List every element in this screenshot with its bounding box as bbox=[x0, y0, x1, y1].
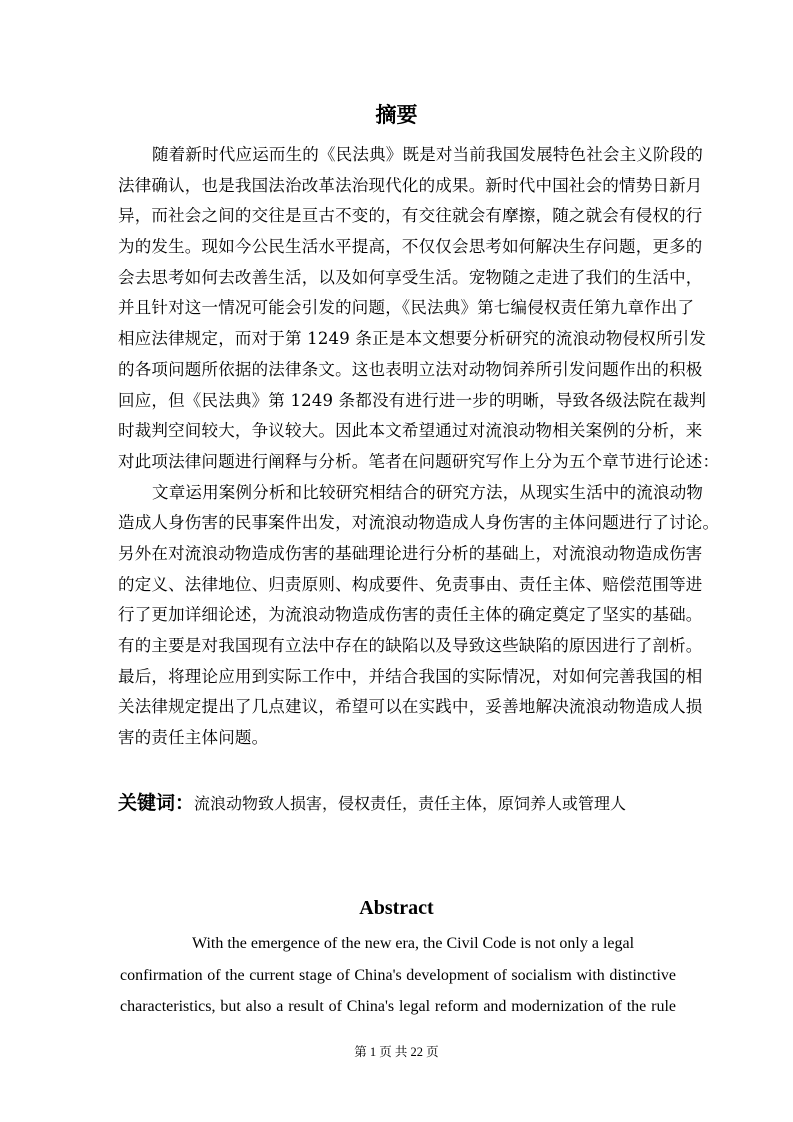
paragraph-line: 会去思考如何去改善生活，以及如何享受生活。宠物随之走进了我们的生活中， bbox=[118, 267, 703, 287]
abstract-title-en: Abstract bbox=[359, 897, 434, 919]
paragraph-line: 并且针对这一情况可能会引发的问题，《民法典》第七编侵权责任第九章作出了 bbox=[118, 298, 695, 318]
paragraph-line: 回应，但《民法典》第 1249 条都没有进行进一步的明晰，导致各级法院在裁判 bbox=[118, 390, 707, 410]
paragraph-line: 法律确认，也是我国法治改革法治现代化的成果。新时代中国社会的情势日新月 bbox=[118, 175, 703, 195]
keywords-row bbox=[118, 788, 698, 819]
paragraph-line: 害的责任主体问题。 bbox=[118, 728, 269, 748]
paragraph-line: 造成人身伤害的民事案件出发，对流浪动物造成人身伤害的主体问题进行了讨论。 bbox=[118, 513, 720, 533]
paragraph-line: 另外在对流浪动物造成伤害的基础理论进行分析的基础上，对流浪动物造成伤害 bbox=[118, 543, 703, 563]
paragraph-line: 的各项问题所依据的法律条文。这也表明立法对动物饲养所引发问题作出的积极 bbox=[118, 359, 703, 379]
page-footer: 第 1 页 共 22 页 bbox=[354, 1045, 439, 1059]
paragraph-line: 有的主要是对我国现有立法中存在的缺陷以及导致这些缺陷的原因进行了剖析。 bbox=[118, 636, 703, 655]
paragraph-line: 随着新时代应运而生的《民法典》既是对当前我国发展特色社会主义阶段的 bbox=[152, 145, 704, 164]
paragraph-line: 行了更加详细论述，为流浪动物造成伤害的责任主体的确定奠定了坚实的基础。 bbox=[118, 605, 703, 625]
paragraph-line: 为的发生。现如今公民生活水平提高，不仅仅会思考如何解决生存问题，更多的 bbox=[118, 237, 703, 257]
paragraph-line: characteristics, but also a result of China's legal reform and modernization of the rule bbox=[120, 998, 676, 1015]
paragraph-line: 时裁判空间较大，争议较大。因此本文希望通过对流浪动物相关案例的分析，来 bbox=[118, 421, 703, 441]
paragraph-line: 的定义、法律地位、归责原则、构成要件、免责事由、责任主体、赔偿范围等进 bbox=[118, 574, 703, 594]
paragraph-line: 异，而社会之间的交往是亘古不变的，有交往就会有摩擦，随之就会有侵权的行 bbox=[118, 206, 703, 226]
paragraph-line: 相应法律规定，而对于第 1249 条正是本文想要分析研究的流浪动物侵权所引发 bbox=[118, 329, 707, 349]
abstract-title-cn: 摘要 bbox=[375, 103, 418, 127]
paragraph-line: With the emergence of the new era, the Civil Code is not only a legal bbox=[192, 935, 635, 952]
keywords-label: 关键词： bbox=[118, 792, 195, 814]
keywords-text: 流浪动物致人损害，侵权责任，责任主体，原饲养人或管理人 bbox=[194, 794, 627, 813]
paragraph-line: 最后，将理论应用到实际工作中，并结合我国的实际情况，对如何完善我国的相 bbox=[118, 666, 703, 686]
paragraph-line: 对此项法律问题进行阐释与分析。笔者在问题研究写作上分为五个章节进行论述： bbox=[118, 451, 720, 471]
paragraph-line: 文章运用案例分析和比较研究相结合的研究方法，从现实生活中的流浪动物 bbox=[152, 482, 704, 502]
paragraph-line: confirmation of the current stage of China's development of socialism with distinctive bbox=[120, 966, 676, 984]
abstract-body-cn bbox=[118, 140, 720, 754]
abstract-body-en bbox=[120, 928, 676, 1023]
paragraph-line: 关法律规定提出了几点建议，希望可以在实践中，妥善地解决流浪动物造成人损 bbox=[118, 697, 703, 717]
